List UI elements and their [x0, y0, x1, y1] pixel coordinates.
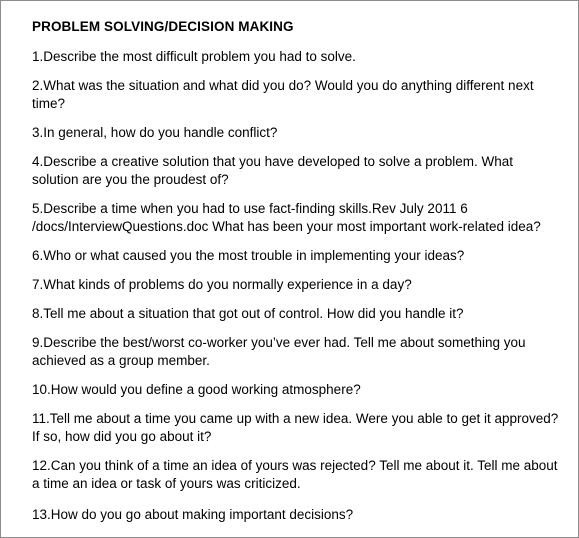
question-11: 11.Tell me about a time you came up with a new idea. Were you able to get it approved? If so, how did you go about it? [32, 411, 559, 444]
question-12: 12.Can you think of a time an idea of yours was rejected? Tell me about it. Tell me about a time an idea or task of yours was criticized. [32, 458, 558, 491]
question-3: 3.In general, how do you handle conflict? [32, 125, 278, 140]
question-2: 2.What was the situation and what did you do? Would you do anything different next time? [32, 78, 534, 111]
question-13: 13.How do you go about making important decisions? [32, 507, 354, 522]
question-1: 1.Describe the most difficult problem you had to solve. [32, 49, 356, 64]
question-6: 6.Who or what caused you the most trouble in implementing your ideas? [32, 248, 465, 263]
question-4: 4.Describe a creative solution that you have developed to solve a problem. What solution are you the proudest of? [32, 154, 514, 187]
question-8: 8.Tell me about a situation that got out of control. How did you handle it? [32, 306, 464, 321]
question-7: 7.What kinds of problems do you normally experience in a day? [32, 277, 412, 292]
question-9: 9.Describe the best/worst co-worker you’ve ever had. Tell me about something you achieved as a group member. [32, 335, 526, 368]
question-5: 5.Describe a time when you had to use fact-finding skills.Rev July 2011 6 /docs/InterviewQuestions.doc What has been your most important work-related idea? [32, 201, 541, 234]
question-10: 10.How would you define a good working atmosphere? [32, 382, 361, 397]
page-title: PROBLEM SOLVING/DECISION MAKING [32, 19, 294, 34]
